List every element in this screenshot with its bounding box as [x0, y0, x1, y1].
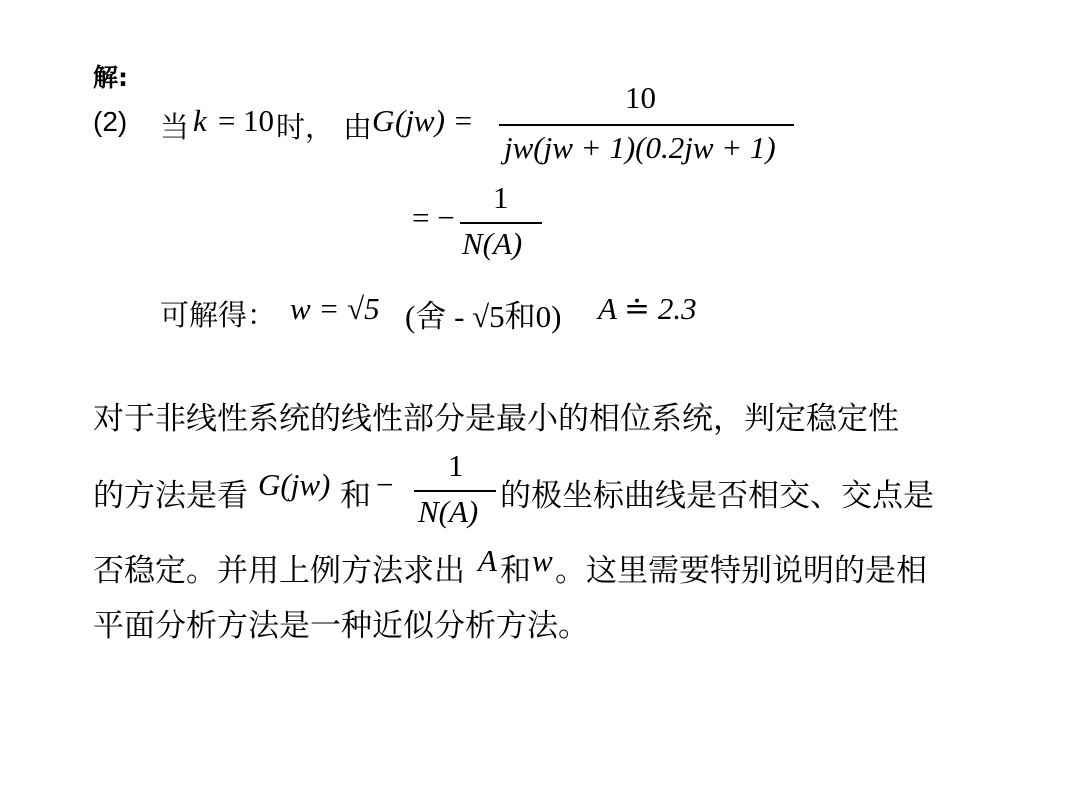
paragraph-fraction-numerator: 1 — [448, 448, 464, 483]
paragraph-fraction-bar — [414, 490, 496, 492]
paragraph-line-2-start: 的方法是看 — [93, 478, 248, 514]
equals-sign: = — [218, 103, 236, 138]
fraction2-numerator: 1 — [493, 180, 509, 215]
result-note: (舍 - √5和0) — [405, 299, 562, 334]
paragraph-fraction-denominator: N(A) — [418, 494, 479, 529]
paragraph-and-1: 和 — [340, 478, 371, 514]
fraction1-denominator: jw(jw + 1)(0.2jw + 1) — [504, 130, 776, 165]
paragraph-var-w: w — [532, 543, 553, 578]
fraction1-bar — [499, 124, 794, 126]
result-w: w = √5 — [290, 291, 380, 326]
fraction1-numerator: 10 — [625, 80, 656, 115]
paragraph-line-1: 对于非线性系统的线性部分是最小的相位系统，判定稳定性 — [93, 401, 899, 437]
k-variable: k — [193, 103, 207, 138]
part-label: (2) — [93, 106, 128, 137]
paragraph-and-2: 和 — [500, 553, 531, 589]
paragraph-line-3-start: 否稳定。并用上例方法求出 — [93, 553, 465, 589]
paragraph-minus: − — [376, 467, 394, 502]
paragraph-line-2-end: 的极坐标曲线是否相交、交点是 — [500, 478, 934, 514]
you-text: 由 — [343, 110, 373, 144]
g-function: G — [372, 103, 395, 138]
solution-heading: 解: — [93, 63, 128, 92]
shi-text: 时， — [276, 110, 335, 144]
result-prefix: 可解得： — [160, 298, 277, 332]
g-argument: (jw) = — [395, 103, 474, 138]
paragraph-line-4: 平面分析方法是一种近似分析方法。 — [93, 608, 589, 644]
paragraph-g-function: G(jw) — [258, 467, 331, 502]
paragraph-line-3-end: 。这里需要特别说明的是相 — [555, 553, 927, 589]
fraction2-bar — [460, 222, 542, 224]
equals-minus: = − — [412, 200, 455, 235]
result-a: A ≐ 2.3 — [598, 291, 697, 326]
when-text: 当 — [160, 110, 190, 144]
paragraph-var-a: A — [478, 543, 497, 578]
fraction2-denominator: N(A) — [462, 226, 523, 261]
k-value: 10 — [243, 103, 274, 138]
